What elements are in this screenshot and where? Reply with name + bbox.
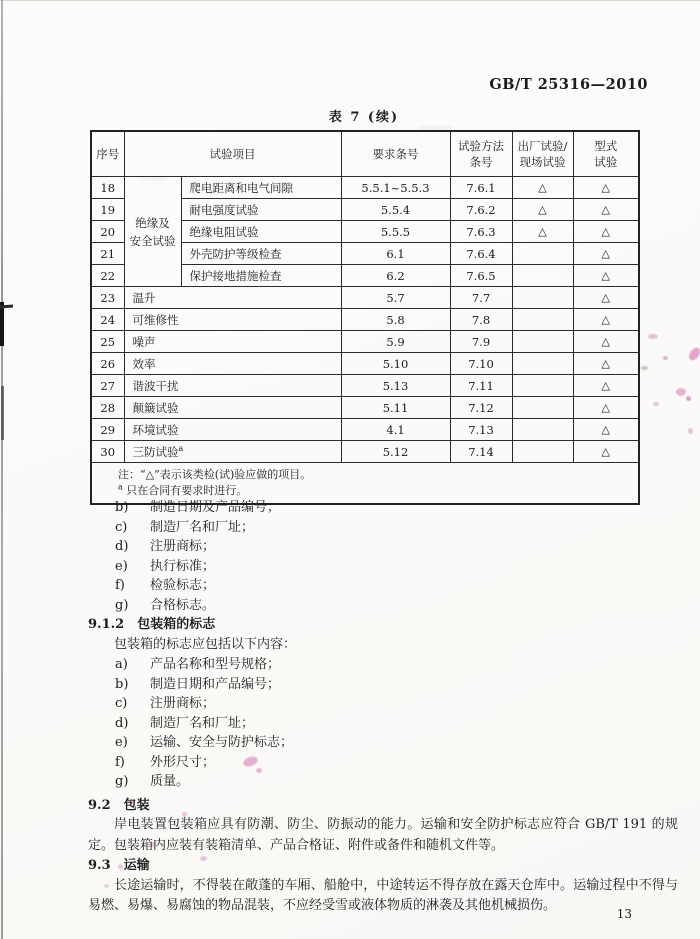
table-row xyxy=(91,375,639,397)
cell-type: △ xyxy=(573,419,639,441)
cell-method: 7.6.1 xyxy=(450,177,512,199)
header-method: 试验方法 条号 xyxy=(450,131,512,177)
scan-left-edge xyxy=(1,0,3,939)
cell-seq: 20 xyxy=(91,221,124,243)
list-item: g) 质量。 xyxy=(115,774,190,789)
cell-item: 噪声 xyxy=(124,331,341,353)
cell-type: △ xyxy=(573,243,639,265)
header-item: 试验项目 xyxy=(124,131,341,177)
scan-artifact xyxy=(663,356,668,360)
list-item: f) 外形尺寸； xyxy=(115,754,216,770)
cell-factory xyxy=(512,353,573,375)
standard-code: GB/T 25316—2010 xyxy=(489,76,648,93)
cell-seq: 19 xyxy=(91,199,124,221)
cell-item: 保护接地措施检查 xyxy=(181,265,341,287)
table-row xyxy=(91,353,639,375)
list-item: b) 制造日期和产品编号； xyxy=(115,676,281,692)
cell-type: △ xyxy=(573,309,639,331)
cell-req: 5.5.1~5.5.3 xyxy=(341,177,450,199)
list-item: g) 合格标志。 xyxy=(115,597,216,613)
cell-req: 5.10 xyxy=(341,353,450,375)
cell-factory: △ xyxy=(512,177,573,199)
cell-type: △ xyxy=(573,375,639,397)
cell-type: △ xyxy=(573,397,639,419)
test-items-table xyxy=(90,130,640,505)
header-factory: 出厂试验/ 现场试验 xyxy=(512,131,573,177)
cell-method: 7.7 xyxy=(450,287,512,309)
section-heading-9-2: 9.2 包装 xyxy=(88,797,150,813)
table-caption: 表 7 (续) xyxy=(328,110,400,125)
cell-seq: 25 xyxy=(91,331,124,353)
cell-seq: 21 xyxy=(91,243,124,265)
scan-artifact xyxy=(686,396,691,401)
cell-method: 7.6.5 xyxy=(450,265,512,287)
cell-seq: 24 xyxy=(91,309,124,331)
cell-seq: 26 xyxy=(91,353,124,375)
list-item: f) 检验标志； xyxy=(115,578,216,593)
cell-item: 环境试验 xyxy=(124,419,341,441)
cell-seq: 27 xyxy=(91,375,124,397)
list-item: a) 产品名称和型号规格； xyxy=(115,657,281,672)
cell-factory xyxy=(512,309,573,331)
cell-type: △ xyxy=(573,177,639,199)
section-heading-9-3: 9.3 运输 xyxy=(88,858,150,873)
cell-req: 5.5.5 xyxy=(341,221,450,243)
cell-seq: 28 xyxy=(91,397,124,419)
scan-artifact xyxy=(688,428,693,434)
scan-artifact xyxy=(0,305,13,309)
cell-item: 外壳防护等级检查 xyxy=(181,243,341,265)
cell-type: △ xyxy=(573,441,639,463)
cell-item: 颠簸试验 xyxy=(124,397,341,419)
scan-artifact xyxy=(641,366,648,370)
cell-seq: 18 xyxy=(91,177,124,199)
section-heading-9-1-2: 9.1.2 包装箱的标志 xyxy=(88,617,216,632)
header-type: 型式 试验 xyxy=(573,131,639,177)
cell-req: 5.8 xyxy=(341,309,450,331)
scan-artifact xyxy=(0,302,4,346)
cell-factory xyxy=(512,265,573,287)
cell-type: △ xyxy=(573,265,639,287)
cell-seq: 23 xyxy=(91,287,124,309)
cell-group: 绝缘及 安全试验 xyxy=(124,177,181,287)
cell-factory xyxy=(512,331,573,353)
cell-item: 谐波干扰 xyxy=(124,375,341,397)
footnote-marker: a xyxy=(178,443,184,453)
cell-method: 7.8 xyxy=(450,309,512,331)
scan-artifact xyxy=(653,402,659,406)
cell-seq: 29 xyxy=(91,419,124,441)
cell-item: 可维修性 xyxy=(124,309,341,331)
cell-req: 6.2 xyxy=(341,265,450,287)
cell-method: 7.6.2 xyxy=(450,199,512,221)
list-item: d) 制造厂名和厂址； xyxy=(115,715,255,731)
cell-method: 7.10 xyxy=(450,353,512,375)
page-number: 13 xyxy=(616,907,632,921)
cell-type: △ xyxy=(573,199,639,221)
cell-seq: 22 xyxy=(91,265,124,287)
table-row xyxy=(91,419,639,441)
cell-req: 5.5.4 xyxy=(341,199,450,221)
table-row xyxy=(91,177,639,199)
cell-req: 5.7 xyxy=(341,287,450,309)
cell-req: 5.13 xyxy=(341,375,450,397)
cell-req: 5.12 xyxy=(341,441,450,463)
cell-type: △ xyxy=(573,221,639,243)
table-row xyxy=(91,397,639,419)
cell-method: 7.14 xyxy=(450,441,512,463)
table-row xyxy=(91,331,639,353)
paragraph-9-2: 岸电装置包装箱应具有防潮、防尘、防振动的能力。运输和安全防护标志应符合 GB/T 191 的规定。包装箱内应装有装箱清单、产品合格证、附件或备件和随机文件等。 xyxy=(88,817,678,853)
cell-factory: △ xyxy=(512,221,573,243)
cell-factory: △ xyxy=(512,199,573,221)
cell-item: 三防试验$^a$ xyxy=(124,441,341,463)
scan-artifact xyxy=(1,386,4,440)
list-item: c) 制造厂名和厂址； xyxy=(115,519,255,535)
cell-seq: 30 xyxy=(91,441,124,463)
cell-req: 6.1 xyxy=(341,243,450,265)
cell-type: △ xyxy=(573,353,639,375)
cell-method: 7.12 xyxy=(450,397,512,419)
cell-factory xyxy=(512,397,573,419)
cell-item: 效率 xyxy=(124,353,341,375)
cell-factory xyxy=(512,287,573,309)
table-note-2: $^a$ 只在合同有要求时进行。 xyxy=(118,482,248,497)
cell-req: 5.9 xyxy=(341,331,450,353)
table-note-1: 注：“△”表示该类检(试)验应做的项目。 xyxy=(118,468,312,481)
list-item: c) 注册商标； xyxy=(115,696,216,711)
table-header-row xyxy=(91,131,639,177)
cell-item: 温升 xyxy=(124,287,341,309)
table-row xyxy=(91,441,639,463)
header-seq: 序号 xyxy=(91,131,124,177)
cell-factory xyxy=(512,441,573,463)
list-item: e) 执行标准； xyxy=(115,558,216,574)
scan-artifact xyxy=(676,388,686,396)
footnote-marker: a xyxy=(118,482,123,492)
body-content xyxy=(88,498,678,917)
scan-artifact xyxy=(648,334,658,339)
cell-factory xyxy=(512,375,573,397)
cell-req: 5.11 xyxy=(341,397,450,419)
cell-method: 7.6.4 xyxy=(450,243,512,265)
cell-method: 7.9 xyxy=(450,331,512,353)
cell-method: 7.6.3 xyxy=(450,221,512,243)
list-item: e) 运输、安全与防护标志； xyxy=(115,735,294,750)
cell-factory xyxy=(512,419,573,441)
scan-top-edge xyxy=(0,0,700,1)
cell-method: 7.13 xyxy=(450,419,512,441)
cell-method: 7.11 xyxy=(450,375,512,397)
cell-req: 4.1 xyxy=(341,419,450,441)
table-row xyxy=(91,309,639,331)
scan-artifact xyxy=(687,346,700,363)
list-item: d) 注册商标； xyxy=(115,539,216,554)
cell-item: 绝缘电阻试验 xyxy=(181,221,341,243)
table-row xyxy=(91,287,639,309)
cell-item: 爬电距离和电气间隙 xyxy=(181,177,341,199)
cell-type: △ xyxy=(573,287,639,309)
cell-type: △ xyxy=(573,331,639,353)
paragraph-9-1-2-intro: 包装箱的标志应包括以下内容： xyxy=(114,636,297,652)
cell-item: 耐电强度试验 xyxy=(181,199,341,221)
paragraph-9-3: 长途运输时，不得装在敞蓬的车厢、船舱中，中途转运不得存放在露天仓库中。运输过程中不得与易燃、易爆、易腐蚀的物品混装，不应经受雪或液体物质的淋袭及其他机械损伤。 xyxy=(88,877,678,913)
list-item: b) 制造日期及产品编号； xyxy=(115,500,281,515)
header-req: 要求条号 xyxy=(341,131,450,177)
cell-factory xyxy=(512,243,573,265)
